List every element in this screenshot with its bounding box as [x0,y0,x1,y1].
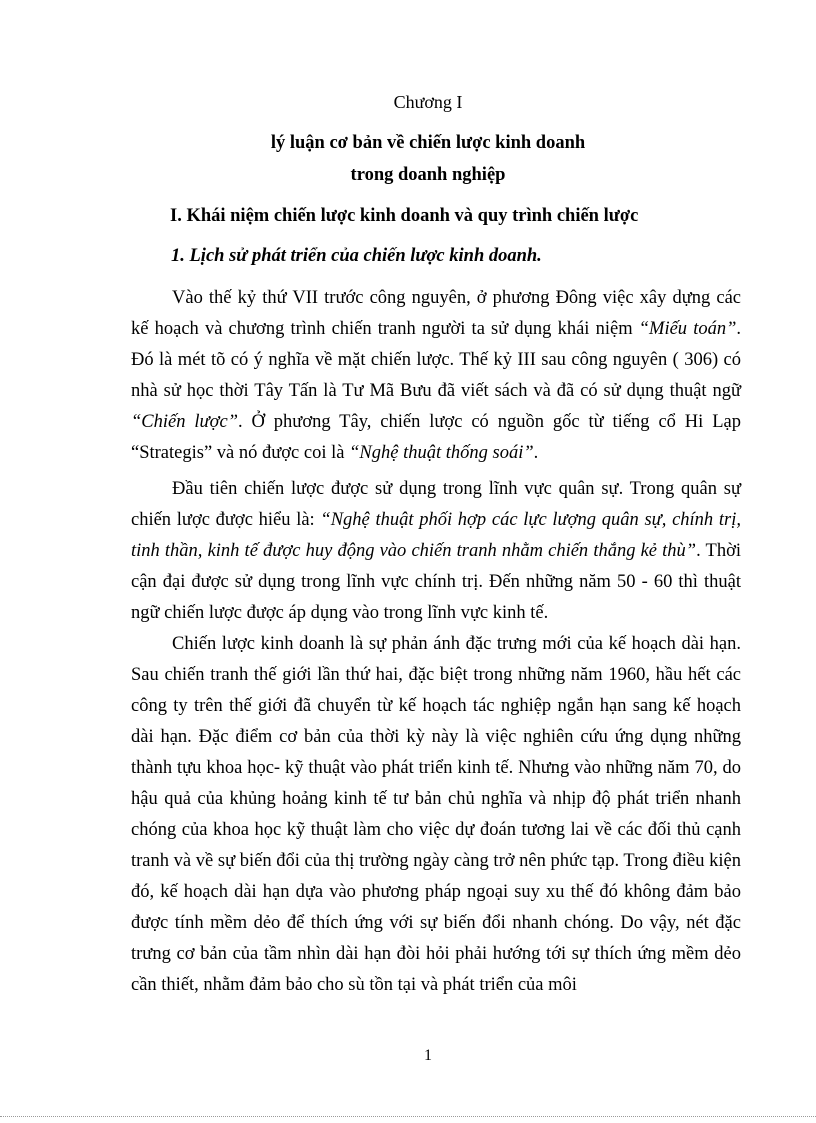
paragraph-2 [131,474,741,629]
paragraph-2-text-a: Đầu tiên chiến lược được sử dụng trong lĩnh vực quân sự. Trong quân sự chiến lược được hiểu là: [131,479,741,530]
chapter-title-line-1: lý luận cơ bản về chiến lược kinh doanh [270,133,586,153]
paragraph-2-quote: “Nghệ thuật phối hợp các lực lượng quân sự, chính trị, tinh thần, kinh tế được huy động vào chiến tranh nhằm chiến thắng kẻ thù” [131,510,741,561]
paragraph-3: Chiến lược kinh doanh là sự phản ánh đặc trưng mới của kế hoạch dài hạn. Sau chiến tranh thế giới lần thứ hai, đặc biệt trong những năm 1960, hầu hết các công ty trên thế giới đã chuyển từ kế hoạch tác nghiệp ngắn hạn sang kế hoạch dài hạn. Đặc điểm cơ bản của thời kỳ này là việc nghiên cứu ứng dụng những thành tựu khoa học- kỹ thuật vào phát triển kinh tế. Nhưng vào những năm 70, do hậu quả của khủng hoảng kinh tế tư bản chủ nghĩa và nhịp độ phát triển nhanh chóng của khoa học kỹ thuật làm cho việc dự đoán tương lai về các đối thủ cạnh tranh và về sự biến đổi của thị trường ngày càng trở nên phức tạp. Trong điều kiện đó, kế hoạch dài hạn dựa vào phương pháp ngoại suy xu thế đó không đảm bảo được tính mềm dẻo để thích ứng với sự biến đổi nhanh chóng. Do vậy, nét đặc trưng cơ bản của tầm nhìn dài hạn đòi hỏi phải hướng tới sự thích ứng mềm dẻo cần thiết, nhằm đảm bảo cho sù tồn tại và phát triển của môi [131,634,741,995]
paragraph-1-term-chien-luoc: “Chiến lược” [131,412,238,432]
chapter-label: Chương I [393,92,463,112]
paragraph-1-term-nghe-thuat: “Nghệ thuật thống soái” [349,443,534,463]
paragraph-1-text-g: . [533,443,539,463]
subsection-heading: 1. Lịch sử phát triển của chiến lược kinh doanh. [171,246,542,266]
paragraph-1-text-c: . Đó là mét tõ có ý nghĩa về mặt chiến lược. Thế kỷ III sau công nguyên ( 306) có nhà sử học thời Tây Tấn là Tư Mã Bưu đã viết sách và đã có sử dụng thuật ngữ [131,319,742,401]
chapter-title-line-2: trong doanh nghiệp [350,165,506,185]
section-heading: I. Khái niệm chiến lược kinh doanh và quy trình chiến lược [170,206,639,226]
paragraph-2-text-c: . Thời cận đại được sử dụng trong lĩnh vực chính trị. Đến những năm 50 - 60 thì thuật ngữ chiến lược được áp dụng vào trong lĩnh vực kinh tế. [131,541,741,623]
page-number: 1 [424,1047,432,1064]
paragraph-1-text-e: . Ở phương Tây, chiến lược có nguồn gốc từ tiếng cổ Hi Lạp “Strategis” và nó được coi là [131,412,741,463]
paragraph-1-text-a: Vào thế kỷ thứ VII trước công nguyên, ở phương Đông việc xây dựng các kế hoạch và chương trình chiến tranh người ta sử dụng khái niệm [131,288,741,339]
paragraph-1 [131,283,741,469]
paragraph-1-term-mieu-toan: “Miếu toán” [638,319,737,339]
page-bottom-divider [0,1116,816,1117]
